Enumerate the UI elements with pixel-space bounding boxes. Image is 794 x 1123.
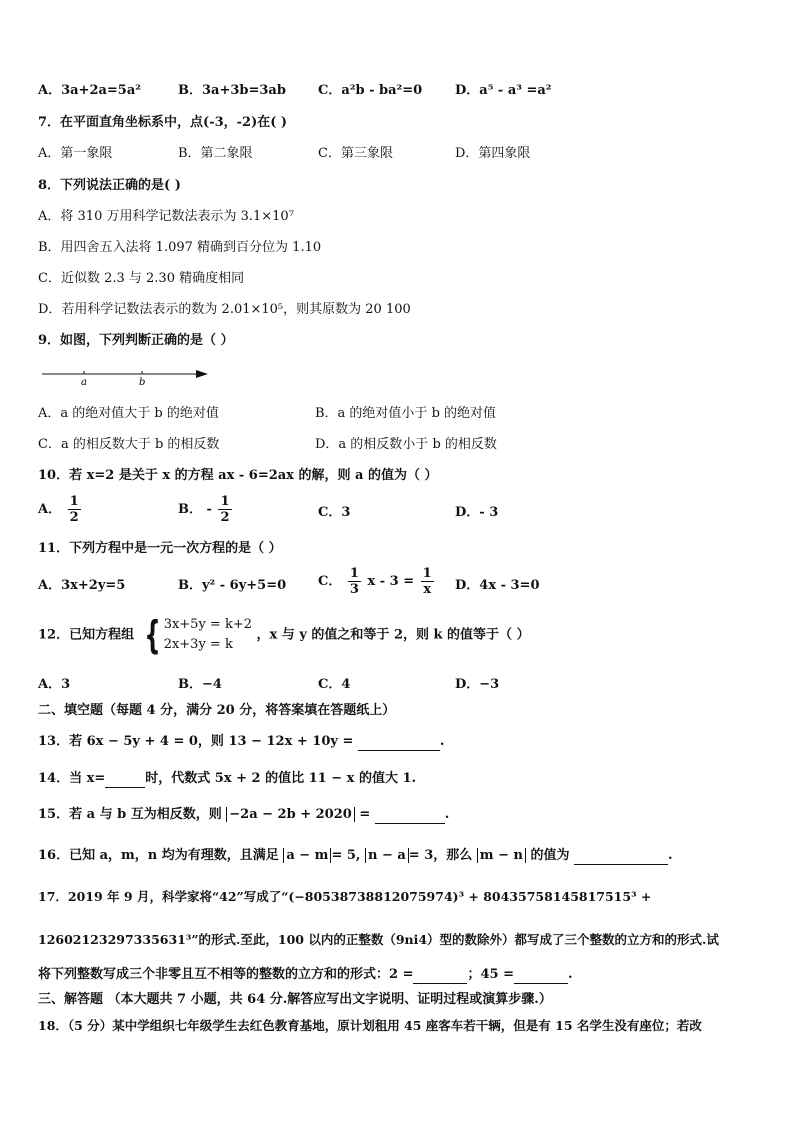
q11-option-d: D．4x - 3=0: [455, 578, 540, 593]
q16: 16．已知 a，m，n 均为有理数，且满足 a − m = 5, n − a = 3，那么 m − n 的值为 .: [38, 848, 673, 863]
q10-option-d: D．- 3: [455, 505, 499, 520]
point-a-label: a: [81, 377, 87, 388]
q9-option-a: A．a 的绝对值大于 b 的绝对值: [38, 406, 219, 421]
q6-option-a: A．3a+2a=5a²: [38, 83, 141, 98]
q11-c-fraction-2: $\frac{1}{x}$: [422, 566, 432, 597]
q6-option-d: D．a⁵ - a³ =a²: [455, 83, 552, 98]
q13: 13．若 6x − 5y + 4 = 0，则 13 − 12x + 10y = .: [38, 734, 445, 749]
q17-answer-blank-1[interactable]: [413, 983, 467, 984]
q10-option-b: B． - $\frac{1}{2}$: [178, 494, 230, 525]
q12-equation-system: { 3x+5y = k+2 2x+3y = k: [144, 613, 252, 657]
q13-answer-blank[interactable]: [358, 750, 440, 751]
q9-option-d: D．a 的相反数小于 b 的相反数: [315, 437, 497, 452]
q17-line-2: 12602123297335631³”的形式.至此，100 以内的正整数（9ni4）型的数除外）都写成了三个整数的立方和的形式.试: [38, 932, 719, 947]
q9-option-b: B．a 的绝对值小于 b 的绝对值: [315, 406, 497, 421]
q10-a-label: A．: [38, 502, 62, 517]
q10-a-fraction: $\frac{1}{2}$: [69, 494, 79, 525]
q11-option-b: B．y² - 6y+5=0: [178, 578, 287, 593]
q12-option-b: B．−4: [178, 677, 222, 692]
q7-stem: 7．在平面直角坐标系中，点(-3，-2)在( ): [38, 115, 288, 130]
q9-option-c: C．a 的相反数大于 b 的相反数: [38, 437, 220, 452]
q10-option-c: C．3: [318, 505, 351, 520]
q7-option-c: C．第三象限: [318, 146, 393, 161]
q12-option-c: C．4: [318, 677, 351, 692]
q9-stem: 9．如图，下列判断正确的是（ ）: [38, 333, 234, 348]
q17-line-3: 将下列整数写成三个非零且互不相等的整数的立方和的形式：2 = ；45 = .: [38, 967, 573, 982]
q18: 18．（5 分）某中学组织七年级学生去红色教育基地，原计划租用 45 座客车若干辆，但是有 15 名学生没有座位；若改: [38, 1018, 702, 1033]
q14: 14．当 x= 时，代数式 5x + 2 的值比 11 − x 的值大 1.: [38, 771, 417, 786]
q10-b-fraction: $\frac{1}{2}$: [220, 494, 230, 525]
q12-option-d: D．−3: [455, 677, 500, 692]
q17-answer-blank-2[interactable]: [514, 983, 568, 984]
q8-stem: 8．下列说法正确的是( ): [38, 178, 181, 193]
q15-answer-blank[interactable]: [375, 823, 445, 824]
q8-option-d: D．若用科学记数法表示的数为 2.01×10⁵，则其原数为 20 100: [38, 302, 411, 317]
q6-option-b: B．3a+3b=3ab: [178, 83, 286, 98]
q11-c-fraction-1: $\frac{1}{3}$: [349, 566, 359, 597]
point-b-label: b: [139, 377, 146, 388]
q8-option-a: A．将 310 万用科学记数法表示为 3.1×10⁷: [38, 209, 294, 224]
q16-answer-blank[interactable]: [574, 864, 668, 865]
brace-glyph: {: [144, 613, 161, 657]
section-2-heading: 二、填空题（每题 4 分，满分 20 分，将答案填在答题纸上）: [38, 703, 396, 718]
q11-option-a: A．3x+2y=5: [38, 578, 126, 593]
q12-option-a: A．3: [38, 677, 71, 692]
q17-line-1: 17．2019 年 9 月，科学家将“42”写成了“(−80538738812075974)³ + 80435758145817515³ +: [38, 889, 652, 904]
q11-option-c: C． $\frac{1}{3}$ x - 3 = $\frac{1}{x}$: [318, 566, 432, 597]
q10-option-a: [38, 494, 83, 525]
q7-option-a: A．第一象限: [38, 146, 113, 161]
q12-stem: 12．已知方程组 { 3x+5y = k+2 2x+3y = k ，x 与 y 的值之和等于 2，则 k 的值等于（ ）: [38, 613, 530, 657]
q8-option-b: B．用四舍五入法将 1.097 精确到百分位为 1.10: [38, 240, 322, 255]
q7-option-d: D．第四象限: [455, 146, 531, 161]
q11-stem: 11．下列方程中是一元一次方程的是（ ）: [38, 541, 282, 556]
q10-stem: 10．若 x=2 是关于 x 的方程 ax - 6=2ax 的解，则 a 的值为（ ）: [38, 468, 438, 483]
q15: 15．若 a 与 b 互为相反数，则 −2a − 2b + 2020 = .: [38, 807, 450, 822]
section-3-heading: 三、解答题 （本大题共 7 小题，共 64 分.解答应写出文字说明、证明过程或演算步骤.）: [38, 992, 552, 1007]
q8-option-c: C．近似数 2.3 与 2.30 精确度相同: [38, 271, 245, 286]
number-line-figure: [40, 362, 215, 388]
q14-answer-blank[interactable]: [105, 787, 145, 788]
q7-option-b: B．第二象限: [178, 146, 253, 161]
q10-b-label: B．: [178, 502, 202, 517]
q6-option-c: C．a²b - ba²=0: [318, 83, 423, 98]
